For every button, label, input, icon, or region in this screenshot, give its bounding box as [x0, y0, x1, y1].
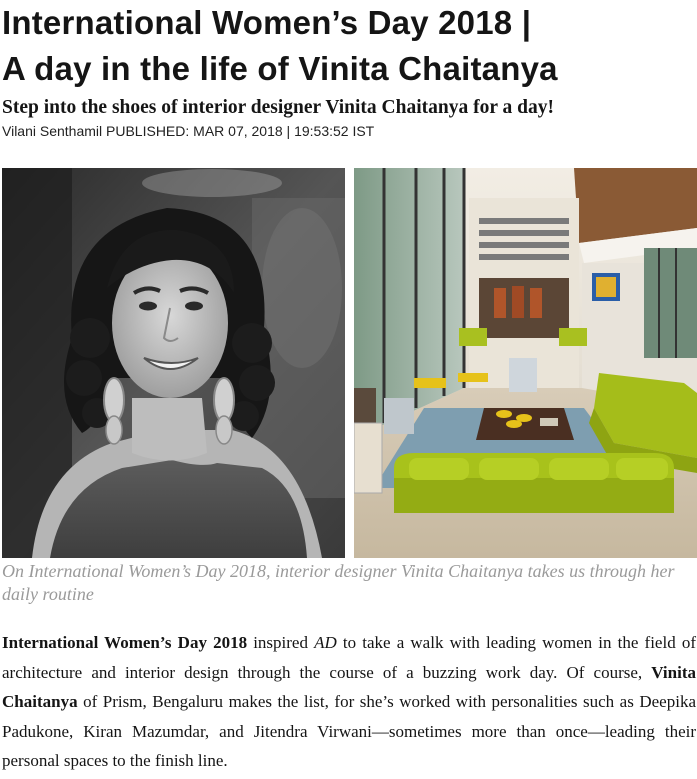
headline-line-2: A day in the life of Vinita Chaitanya: [2, 50, 558, 87]
interior-photo: [354, 168, 697, 558]
portrait-photo: [2, 168, 345, 558]
portrait-illustration: [2, 168, 345, 558]
headline: [2, 0, 696, 92]
body-bold-event: International Women’s Day 2018: [2, 633, 248, 652]
body-text-1: inspired: [247, 633, 315, 652]
article-dek: Step into the shoes of interior designer Vinita Chaitanya for a day!: [2, 97, 554, 118]
article-body: [2, 628, 696, 776]
byline: Vilani Senthamil PUBLISHED: MAR 07, 2018 | 19:53:52 IST: [2, 123, 375, 139]
interior-illustration: [354, 168, 697, 558]
image-caption: On International Women’s Day 2018, interior designer Vinita Chaitanya takes us through her daily routine: [2, 561, 675, 604]
headline-line-1: International Women’s Day 2018 |: [2, 4, 532, 41]
body-text-3: of Prism, Bengaluru makes the list, for she’s worked with personalities such as Deepika Padukone, Kiran Mazumdar, and Jitendra Virwani—sometimes more than once—leading their personal spaces to the finish line.: [2, 692, 696, 770]
body-bold-name: Vinita Chaitanya: [2, 662, 696, 711]
body-italic-ad: AD: [314, 633, 337, 652]
body-text-2: to take a walk with leading women in the field of architecture and interior design through the course of a buzzing work day. Of course,: [2, 633, 696, 682]
